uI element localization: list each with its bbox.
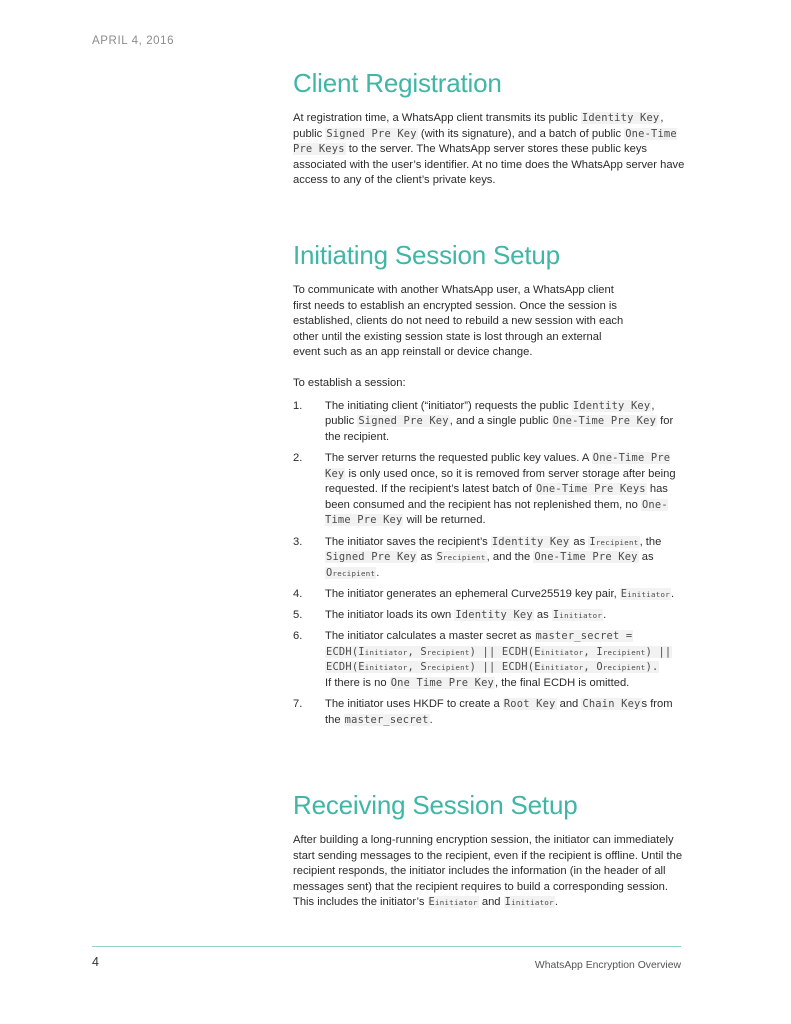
list-item: 3. The initiator saves the recipient’s Identity Key as Irecipient, the Signed Pre Key as Srecipient, and the One-Time Pre Key as Orecipient. (293, 535, 662, 579)
paragraph: At registration time, a WhatsApp client transmits its public Identity Key, public Signed Pre Key (with its signature), and a batch of public One-Time Pre Keys to the server. The WhatsApp server stores these public keys associated with the user’s identifier. At no time does the WhatsApp server have access to any of the client’s private keys. (293, 112, 685, 187)
section-title: Client Registration (293, 68, 502, 98)
paragraph: To communicate with another WhatsApp user, a WhatsApp client first needs to establish an encrypted session. Once the session is established, clients do not need to rebuild a new session with each other until the existing session state is lost through an external event such as an app reinstall or device change. (293, 284, 624, 359)
section-client-registration (293, 68, 685, 189)
list-item: 2. The server returns the requested public key values. A One-Time Pre Key is only used once, so it is removed from server storage after being requested. If the recipient’s latest batch of One-Time Pre Keys has been consumed and the recipient has not replenished them, no One-Time Pre Key will be returned. (293, 451, 676, 527)
paragraph: After building a long-running encryption session, the initiator can immediately start sending messages to the recipient, even if the recipient is offline. Until the recipient responds, the initiator includes the information (in the header of all messages sent) that the recipient requires to build a corresponding session. This includes the initiator’s Einitiator and Iinitiator. (293, 834, 683, 909)
list-item: 4. The initiator generates an ephemeral Curve25519 key pair, Einitiator. (293, 587, 675, 600)
steps-list (293, 399, 685, 729)
list-item: 7. The initiator uses HKDF to create a Root Key and Chain Keys from the master_secret. (293, 698, 673, 726)
section-initiating-session-setup (293, 240, 685, 734)
section-title: Initiating Session Setup (293, 240, 560, 270)
page-number: 4 (92, 955, 99, 969)
footer-divider (92, 946, 681, 947)
list-item: 5. The initiator loads its own Identity Key as Iinitiator. (293, 609, 607, 622)
footer-title: WhatsApp Encryption Overview (534, 960, 681, 971)
list-item: 1. The initiating client (“initiator”) requests the public Identity Key, public Signed Pre Key, and a single public One-Time Pre Key for the recipient. (293, 399, 674, 443)
page-date: APRIL 4, 2016 (92, 35, 175, 47)
section-receiving-session-setup (293, 790, 685, 911)
section-title: Receiving Session Setup (293, 790, 578, 820)
paragraph: To establish a session: (293, 376, 406, 389)
list-item: 6. The initiator calculates a master secret as master_secret = ECDH(Iinitiator, Srecipient) || ECDH(Einitiator, Irecipient) || ECDH(Einitiator, Srecipient) || ECDH(Einitiator, Orecipient). If there is no One Time Pre Key, the final ECDH is omitted. (293, 630, 672, 690)
